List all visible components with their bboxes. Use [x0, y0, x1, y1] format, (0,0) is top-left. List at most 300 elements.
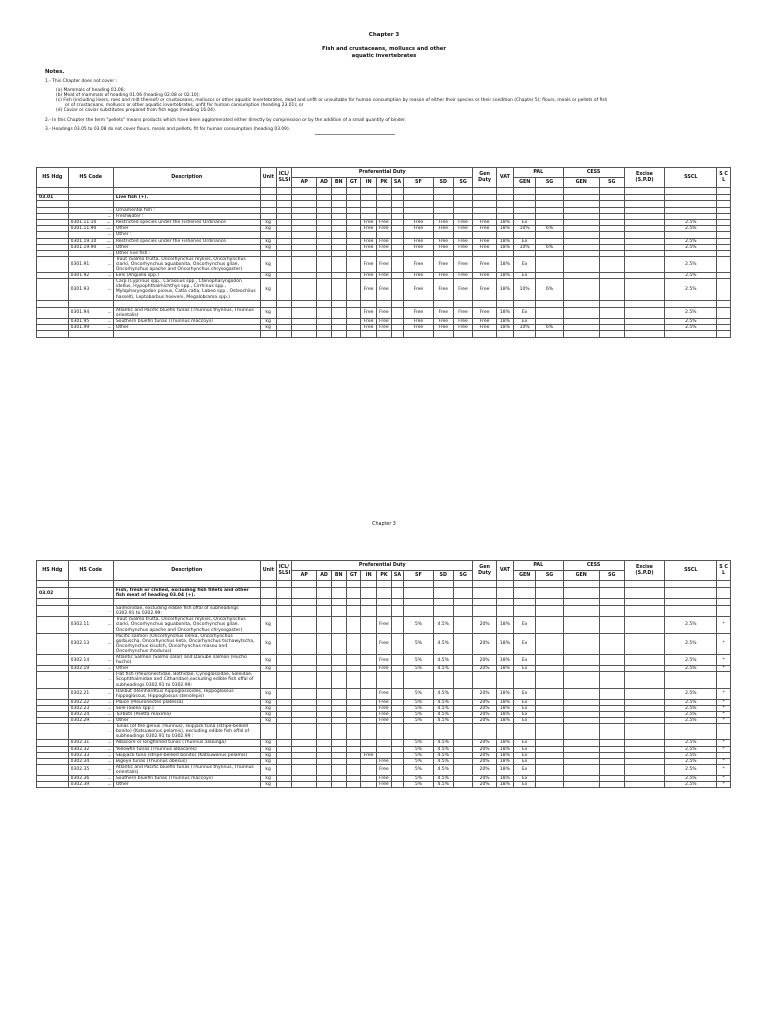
header-sf: SF [404, 178, 433, 188]
cell-sscl: 2.5% [665, 633, 717, 654]
cell-ad [317, 655, 332, 666]
cell-ap [292, 256, 317, 272]
header-unit: Unit [260, 168, 276, 188]
cell-sg: Free [453, 273, 472, 279]
table-cell [68, 581, 113, 588]
cell-cgen [563, 300, 599, 307]
cell-sd: 4.5% [433, 746, 453, 752]
cell-psg [536, 655, 563, 666]
cell-sd: 4.5% [433, 711, 453, 717]
table-cell [361, 581, 377, 588]
table-row [37, 256, 731, 272]
cell-psg: 6% [536, 244, 563, 250]
cell-s: * [717, 718, 731, 724]
cell-sscl: 2.5% [665, 711, 717, 717]
cell-sg [453, 330, 472, 337]
cell-unit: kg [260, 752, 276, 758]
cell-ap [292, 588, 317, 599]
cell-sscl [665, 724, 717, 740]
cell-pgen: Ex [513, 705, 536, 711]
cell-pgen: Ex [513, 688, 536, 699]
cell-sa [391, 617, 403, 633]
cell-bn [331, 330, 346, 337]
cell-ad [317, 724, 332, 740]
cell-unit: kg [260, 256, 276, 272]
hs-code: 0301.11.10 [70, 220, 97, 226]
cell-sd [433, 606, 453, 617]
document-page-1 [0, 0, 768, 500]
header-ad: AD [317, 178, 332, 188]
cell-sscl: 2.5% [665, 699, 717, 705]
cell-sscl: 2.5% [665, 244, 717, 250]
cell-desc: Albacore or longfinned tunas (Thunnus alalunga) [113, 740, 260, 746]
cell-unit: kg [260, 688, 276, 699]
cell-csg [599, 588, 624, 599]
cell-desc: Halibut (Reinhardtius hippoglossoides, Hippoglossus hippoglossus, Hippoglossus stenolepis) [113, 688, 260, 699]
cell-vat: 18% [496, 244, 513, 250]
cell-gt [346, 330, 361, 337]
cell-gen [473, 201, 497, 208]
cell-s [717, 606, 731, 617]
cell-sd: 4.5% [433, 752, 453, 758]
table-cell [292, 581, 317, 588]
cell-sf: 5% [404, 740, 433, 746]
header-pal-sg: SG [536, 178, 563, 188]
cell-unit [260, 330, 276, 337]
cell-pk: Free [377, 718, 392, 724]
cell-cgen [563, 307, 599, 318]
cell-desc: Restricted species under the Fisheries Ordinance [113, 220, 260, 226]
cell-desc: Restricted species under the Fisheries Ordinance [113, 238, 260, 244]
cell-sa [391, 764, 403, 775]
hs-code: 0302.33 [70, 752, 90, 758]
indent-dashes: -- [107, 318, 111, 324]
hs-code: 0302.35 [70, 767, 90, 773]
cell-csg [599, 300, 624, 307]
cell-sscl: 2.5% [665, 752, 717, 758]
cell-bn [331, 633, 346, 654]
chapter-heading: Chapter 3 [368, 32, 400, 38]
header-sg: SG [453, 178, 472, 188]
cell-gt [346, 599, 361, 606]
table-cell [276, 188, 292, 195]
cell-gen: 20% [473, 666, 497, 672]
table-cell [563, 188, 599, 195]
cell-gt [346, 300, 361, 307]
cell-pk: Free [377, 244, 392, 250]
indent-dashes: -- [107, 286, 111, 292]
cell-vat: 18% [496, 688, 513, 699]
cell-bn [331, 307, 346, 318]
cell-s: * [717, 617, 731, 633]
cell-sd [433, 588, 453, 599]
cell-vat: 18% [496, 752, 513, 758]
hs-code: 0301.94 [70, 310, 90, 316]
cell-ap [292, 617, 317, 633]
cell-pgen: Ex [513, 746, 536, 752]
cell-pk: Free [377, 256, 392, 272]
cell-psg [536, 617, 563, 633]
cell-icl [276, 633, 292, 654]
table-cell [260, 188, 276, 195]
cell-desc: Atlantic and Pacific bluefin tunas (Thunnus thynnus, Thunnus orientalis) [113, 764, 260, 775]
cell-exc [624, 655, 665, 666]
cell-in: Free [361, 238, 377, 244]
cell-pk: Free [377, 705, 392, 711]
cell-desc: Bigeye tunas (Thunnus obesus) [113, 758, 260, 764]
cell-bn [331, 606, 346, 617]
cell-vat [496, 672, 513, 688]
cell-unit: kg [260, 279, 276, 300]
cell-in: Free [361, 244, 377, 250]
cell-unit: kg [260, 666, 276, 672]
cell-sg: Free [453, 220, 472, 226]
cell-s [717, 330, 731, 337]
cell-sa [391, 300, 403, 307]
cell-unit [260, 606, 276, 617]
cell-pk [377, 672, 392, 688]
cell-csg [599, 724, 624, 740]
cell-vat: 18% [496, 758, 513, 764]
cell-code [68, 588, 113, 599]
table-row [37, 330, 731, 337]
cell-hs [37, 599, 69, 606]
header-cess-sg: SG [599, 571, 624, 581]
cell-s: * [717, 782, 731, 788]
table-cell [276, 581, 292, 588]
header-pk: PK [377, 571, 392, 581]
cell-sg: Free [453, 324, 472, 330]
cell-exc [624, 307, 665, 318]
cell-cgen [563, 764, 599, 775]
cell-gt [346, 279, 361, 300]
cell-pk: Free [377, 633, 392, 654]
cell-in [361, 201, 377, 208]
cell-pgen [513, 300, 536, 307]
cell-gt [346, 256, 361, 272]
cell-desc: Turbots (Psetta maxima) [113, 711, 260, 717]
cell-ap [292, 633, 317, 654]
table-row [37, 581, 731, 588]
cell-pgen [513, 672, 536, 688]
indent-dashes: -- [107, 767, 111, 773]
cell-icl [276, 606, 292, 617]
tariff-table [36, 167, 731, 338]
indent-dashes: -- [107, 782, 111, 788]
indent-dashes: -- [107, 261, 111, 267]
cell-pk: Free [377, 758, 392, 764]
indent-dashes: -- [107, 718, 111, 724]
header-gen-duty: Gen Duty [473, 561, 497, 581]
cell-unit: kg [260, 782, 276, 788]
cell-psg [536, 588, 563, 599]
cell-desc: Other [113, 666, 260, 672]
cell-bn [331, 782, 346, 788]
cell-unit: kg [260, 740, 276, 746]
cell-psg: 6% [536, 324, 563, 330]
cell-sscl: 2.5% [665, 318, 717, 324]
header-sscl: SSCL [665, 168, 717, 188]
cell-ap [292, 307, 317, 318]
cell-ap [292, 688, 317, 699]
cell-pgen: Ex [513, 764, 536, 775]
cell-sa [391, 633, 403, 654]
cell-sscl: 2.5% [665, 746, 717, 752]
cell-sf [404, 599, 433, 606]
cell-pk: Free [377, 307, 392, 318]
cell-pk: Free [377, 711, 392, 717]
cell-gt [346, 201, 361, 208]
cell-unit: kg [260, 746, 276, 752]
cell-bn [331, 617, 346, 633]
cell-s [717, 300, 731, 307]
header-gt: GT [346, 571, 361, 581]
cell-ad [317, 330, 332, 337]
cell-psg [536, 672, 563, 688]
cell-gen: Free [473, 324, 497, 330]
cell-pgen: Ex [513, 238, 536, 244]
cell-sa [391, 307, 403, 318]
indent-dashes: -- [107, 273, 111, 279]
cell-sscl [665, 201, 717, 208]
table-row [37, 672, 731, 688]
header-preferential-duty: Preferential Duty [292, 561, 473, 571]
cell-pk: Free [377, 776, 392, 782]
cell-gen: 20% [473, 758, 497, 764]
hs-code: 0302.39 [70, 782, 90, 788]
cell-pk [377, 599, 392, 606]
cell-vat: 18% [496, 633, 513, 654]
cell-psg [536, 256, 563, 272]
tariff-table [36, 560, 731, 788]
table-cell [433, 188, 453, 195]
cell-vat: 18% [496, 705, 513, 711]
header-unit: Unit [260, 561, 276, 581]
cell-icl [276, 764, 292, 775]
header-cess: CESS [563, 168, 624, 178]
table-row [37, 655, 731, 666]
cell-unit: kg [260, 705, 276, 711]
cell-pk: Free [377, 279, 392, 300]
cell-sscl: 2.5% [665, 705, 717, 711]
cell-in [361, 782, 377, 788]
indent-dashes: -- [107, 691, 111, 697]
cell-sscl: 2.5% [665, 279, 717, 300]
cell-psg [536, 764, 563, 775]
cell-in: Free [361, 220, 377, 226]
cell-sd: 4.5% [433, 740, 453, 746]
cell-vat [496, 330, 513, 337]
cell-gt [346, 724, 361, 740]
cell-sd: 4.5% [433, 764, 453, 775]
cell-vat: 18% [496, 220, 513, 226]
cell-sf: 5% [404, 666, 433, 672]
cell-cgen [563, 688, 599, 699]
table-cell [473, 188, 497, 195]
cell-psg [536, 782, 563, 788]
table-cell [563, 581, 599, 588]
table-row [37, 201, 731, 208]
cell-psg [536, 599, 563, 606]
cell-vat [496, 606, 513, 617]
cell-unit [260, 201, 276, 208]
hs-code: 0302.14 [70, 657, 90, 663]
cell-bn [331, 724, 346, 740]
cell-icl [276, 256, 292, 272]
cell-hs: 03.02 [37, 588, 69, 599]
cell-ad [317, 688, 332, 699]
cell-desc: Other live fish : [113, 250, 260, 256]
cell-sg [453, 201, 472, 208]
cell-sf: 5% [404, 688, 433, 699]
note-1a: (a) Mammals of heading 01.06; [56, 88, 125, 94]
header-gt: GT [346, 178, 361, 188]
cell-ap [292, 300, 317, 307]
cell-code [68, 256, 113, 272]
cell-pgen [513, 201, 536, 208]
cell-exc [624, 279, 665, 300]
cell-in [361, 300, 377, 307]
header-sd: SD [433, 178, 453, 188]
cell-hs [37, 617, 69, 633]
cell-csg [599, 688, 624, 699]
cell-desc: Yellowfin tunas (Thunnus albacares) [113, 746, 260, 752]
cell-desc: Eels (Anguilla spp.) [113, 273, 260, 279]
cell-code [68, 599, 113, 606]
table-cell [536, 581, 563, 588]
cell-vat: 18% [496, 617, 513, 633]
cell-sf: Free [404, 307, 433, 318]
cell-gt [346, 764, 361, 775]
cell-hs [37, 764, 69, 775]
cell-in: Free [361, 273, 377, 279]
cell-sscl: 2.5% [665, 617, 717, 633]
header-cess-gen: GEN [563, 571, 599, 581]
hs-code: 0301.92 [70, 273, 90, 279]
cell-sf: Free [404, 238, 433, 244]
cell-ad [317, 279, 332, 300]
cell-vat: 18% [496, 666, 513, 672]
cell-unit [260, 599, 276, 606]
cell-hs [37, 672, 69, 688]
cell-sd: 4.5% [433, 758, 453, 764]
table-row [37, 588, 731, 599]
header-scl: S C L [717, 168, 731, 188]
cell-vat: 18% [496, 238, 513, 244]
cell-gen: Free [473, 220, 497, 226]
cell-gen: 20% [473, 764, 497, 775]
indent-dashes: --- [106, 238, 111, 244]
header-sa: SA [391, 571, 403, 581]
cell-ad [317, 588, 332, 599]
cell-ad [317, 606, 332, 617]
cell-pgen: Ex [513, 776, 536, 782]
cell-vat: 18% [496, 776, 513, 782]
cell-bn [331, 256, 346, 272]
indent-dashes: - [109, 677, 111, 683]
cell-csg [599, 606, 624, 617]
cell-gen [473, 724, 497, 740]
cell-gen: 20% [473, 782, 497, 788]
cell-desc: Plaice (Pleuronectes platessa) [113, 699, 260, 705]
cell-pk: Free [377, 764, 392, 775]
cell-icl [276, 300, 292, 307]
cell-code [68, 226, 113, 232]
cell-gt [346, 633, 361, 654]
cell-sg [453, 300, 472, 307]
cell-hs: 03.01 [37, 195, 69, 201]
header-cess: CESS [563, 561, 624, 571]
indent-dashes: -- [107, 310, 111, 316]
table-cell [317, 581, 332, 588]
cell-sd: Free [433, 220, 453, 226]
cell-gt [346, 617, 361, 633]
cell-sf: 5% [404, 711, 433, 717]
cell-sf: Free [404, 324, 433, 330]
cell-pk: Free [377, 318, 392, 324]
cell-sscl [665, 300, 717, 307]
cell-sf [404, 606, 433, 617]
cell-code [68, 672, 113, 688]
cell-csg [599, 256, 624, 272]
cell-hs [37, 606, 69, 617]
note-2: 2.- In this Chapter the term "pellets" means products which have been agglomerated either directly by compression or by the addition of a small quantity of binder. [45, 117, 407, 123]
cell-icl [276, 655, 292, 666]
cell-sscl [665, 606, 717, 617]
cell-unit [260, 724, 276, 740]
cell-psg [536, 300, 563, 307]
cell-pk: Free [377, 688, 392, 699]
table-cell [377, 581, 392, 588]
table-row [37, 633, 731, 654]
header-pk: PK [377, 178, 392, 188]
cell-s [717, 724, 731, 740]
cell-unit: kg [260, 244, 276, 250]
cell-sf: 5% [404, 764, 433, 775]
cell-sf: 5% [404, 782, 433, 788]
indent-dashes: -- [107, 214, 111, 220]
cell-in: Free [361, 226, 377, 232]
cell-s: * [717, 705, 731, 711]
cell-sa [391, 724, 403, 740]
cell-desc: Other [113, 324, 260, 330]
cell-pgen: Ex [513, 273, 536, 279]
cell-pk [377, 606, 392, 617]
cell-csg [599, 617, 624, 633]
cell-sa [391, 688, 403, 699]
cell-hs [37, 279, 69, 300]
cell-vat [496, 201, 513, 208]
cell-desc: Other [113, 782, 260, 788]
indent-dashes: - [109, 250, 111, 256]
cell-pgen: Ex [513, 782, 536, 788]
cell-code [68, 300, 113, 307]
table-cell [717, 581, 731, 588]
cell-sd [433, 672, 453, 688]
cell-pgen: Ex [513, 666, 536, 672]
cell-sa [391, 330, 403, 337]
cell-in [361, 764, 377, 775]
cell-vat: 18% [496, 256, 513, 272]
cell-exc [624, 599, 665, 606]
cell-pk: Free [377, 324, 392, 330]
cell-sg [453, 672, 472, 688]
cell-sf: 5% [404, 633, 433, 654]
cell-gen [473, 330, 497, 337]
table-cell [331, 188, 346, 195]
cell-pgen: 10% [513, 324, 536, 330]
cell-ap [292, 201, 317, 208]
